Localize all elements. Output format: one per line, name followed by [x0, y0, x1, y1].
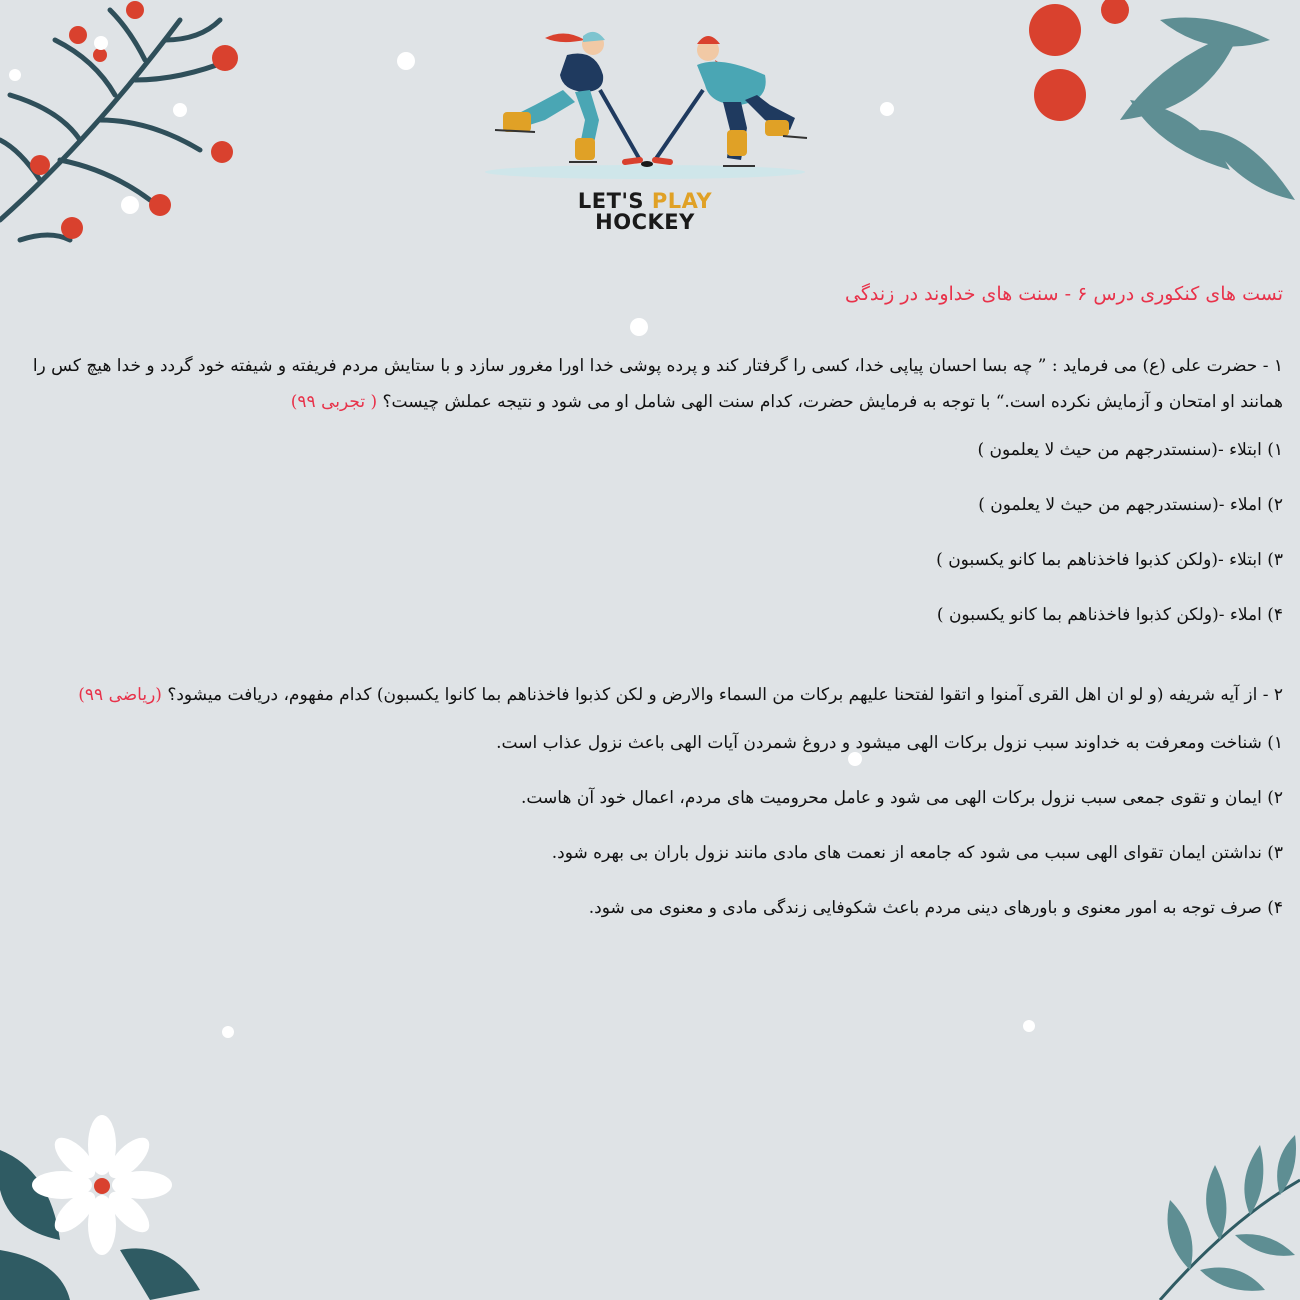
- logo-text-line2: HOCKEY: [595, 210, 695, 234]
- options-list: [25, 729, 1283, 922]
- question-1: [25, 348, 1283, 629]
- option-3[interactable]: ۳) نداشتن ایمان تقوای الهی سبب می شود که جامعه از نعمت های مادی مانند نزول باران بی بهره شود.: [551, 843, 1283, 863]
- option-2[interactable]: ۲) املاء -(سنستدرجهم من حیث لا یعلمون ): [978, 495, 1283, 515]
- flower-bottom-left-icon: [0, 1110, 200, 1300]
- hockey-players-icon: [465, 20, 825, 190]
- question-2-text: ۲ - از آیه شریفه (و لو ان اهل القری آمنوا و اتقوا لفتحنا علیهم برکات من السماء والارض و لکن کذبوا فاخذناهم بما کانوا یکسبون) کدام مفهوم، دریافت میشود؟: [167, 685, 1283, 705]
- logo-word-play: PLAY: [651, 189, 713, 213]
- quiz-content: [25, 280, 1283, 949]
- hockey-logo: [465, 20, 825, 240]
- option-1[interactable]: ۱) شناخت ومعرفت به خداوند سبب نزول برکات الهی میشود و دروغ شمردن آیات الهی باعث نزول عذاب است.: [496, 733, 1283, 753]
- snow-dot: [222, 1026, 234, 1038]
- page-title: تست های کنکوری درس ۶ - سنت های خداوند در زندگی: [845, 283, 1283, 305]
- snow-dot: [1023, 1020, 1035, 1032]
- holly-top-right-icon: [1010, 0, 1300, 230]
- snow-dot: [397, 52, 415, 70]
- options-list: [25, 436, 1283, 629]
- option-2[interactable]: ۲) ایمان و تقوی جمعی سبب نزول برکات الهی می شود و عامل محرومیت های مردم، اعمال خود آن هاست.: [520, 788, 1283, 808]
- option-1[interactable]: ۱) ابتلاء -(سنستدرجهم من حیث لا یعلمون ): [977, 440, 1283, 460]
- snow-dot: [880, 102, 894, 116]
- berry-branch-top-left-icon: [0, 0, 260, 260]
- question-1-tag: ( تجربی ۹۹): [290, 392, 378, 412]
- logo-word-lets: LET'S: [577, 189, 645, 213]
- logo-text-line1: [465, 190, 825, 212]
- leaf-branch-bottom-right-icon: [1120, 1120, 1300, 1300]
- question-2-tag: (ریاضی ۹۹): [78, 685, 162, 705]
- question-text: [25, 348, 1283, 420]
- question-1-text: ۱ - حضرت علی (ع) می فرماید : ” چه بسا احسان پیاپی خدا، کسی را گرفتار کند و پرده پوشی خدا اورا مغرور سازد و با ستایش مردم فریفته و شیفته خود گردد و خدا هیچ کس را همانند او امتحان و آزمایش نکرده است.“ با توجه به فرمایش حضرت، کدام سنت الهی شامل او می شود و نتیجه عملش چیست؟: [32, 356, 1283, 412]
- question-text: [25, 677, 1283, 713]
- option-4[interactable]: ۴) صرف توجه به امور معنوی و باورهای دینی مردم باعث شکوفایی زندگی مادی و معنوی می شود.: [588, 898, 1283, 918]
- option-3[interactable]: ۳) ابتلاء -(ولکن کذبوا فاخذناهم بما کانو یکسبون ): [936, 550, 1283, 570]
- option-4[interactable]: ۴) املاء -(ولکن کذبوا فاخذناهم بما کانو یکسبون ): [936, 605, 1283, 625]
- question-2: [25, 677, 1283, 922]
